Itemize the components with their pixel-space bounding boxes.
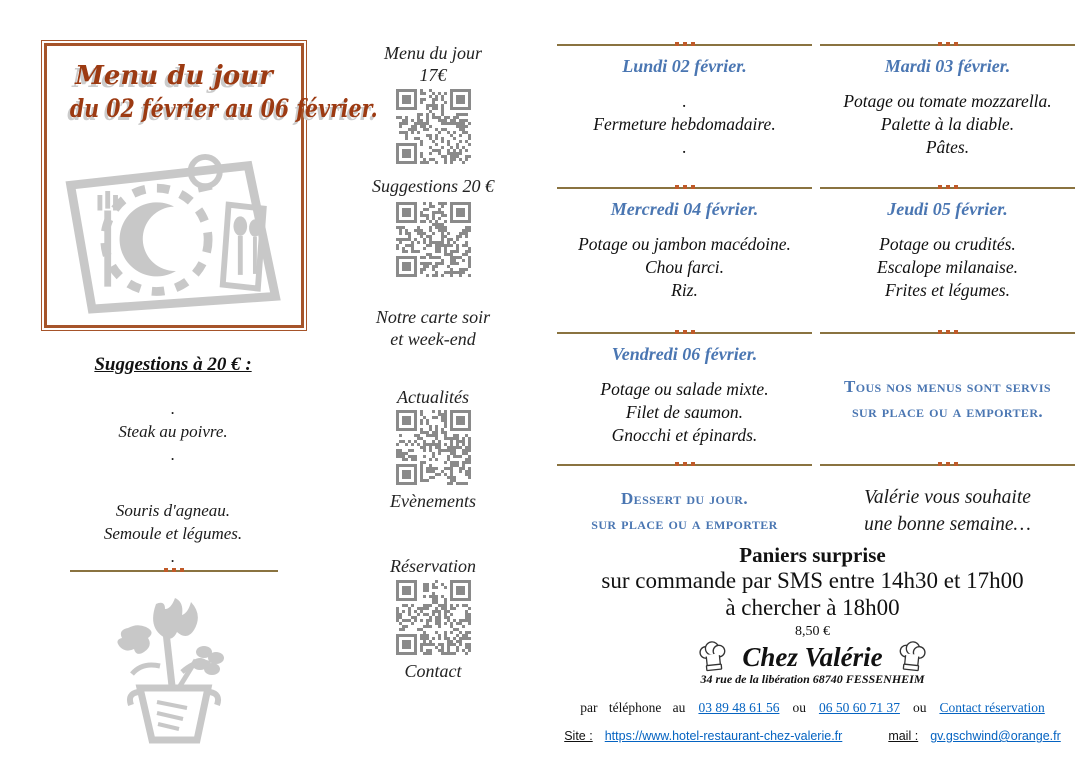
qr-code-suggestions: [396, 202, 471, 277]
notice-line: sur place ou a emporter.: [851, 402, 1044, 421]
day-cell-vendredi: [557, 332, 812, 464]
menu-line: Potage ou crudités.: [879, 234, 1016, 254]
menu-line: Pâtes.: [925, 137, 970, 157]
divider-dots-icon: [675, 42, 695, 46]
divider-dots-icon: [675, 330, 695, 334]
menu-title-line1: Menu du jour: [75, 61, 273, 91]
dessert-line: sur place ou a emporter: [591, 514, 778, 533]
suggestion-line: Steak au poivre.: [118, 422, 228, 441]
qr-menu-label: Menu du jour 17€: [384, 43, 482, 85]
chef-hat-icon: [697, 640, 730, 676]
day-menu-lines: [820, 233, 1075, 302]
contact-reservation-link[interactable]: Contact réservation: [939, 700, 1045, 715]
three-dots-divider: [820, 187, 1075, 189]
paniers-line1: sur commande par SMS entre 14h30 et 17h00: [601, 568, 1024, 593]
menu-line: .: [682, 137, 687, 157]
menu-title-box: [44, 43, 378, 328]
day-cell-jeudi: [820, 187, 1075, 332]
day-menu-lines: [820, 90, 1075, 159]
restaurant-name-row: [545, 641, 1080, 674]
day-heading: Lundi 02 février.: [622, 56, 747, 76]
suggestions-group-1: [44, 397, 302, 466]
qr-reservation-label: Réservation: [390, 556, 476, 576]
day-menu-lines: [557, 90, 812, 159]
divider-dots-icon: [938, 42, 958, 46]
dessert-line: Dessert du jour.: [620, 489, 749, 508]
menu-line: Riz.: [671, 280, 698, 300]
day-heading: Mardi 03 février.: [884, 56, 1011, 76]
three-dots-divider: [557, 464, 812, 466]
paniers-price: 8,50 €: [795, 624, 830, 639]
suggestion-line: Semoule et légumes.: [103, 524, 243, 543]
wish-line: une bonne semaine…: [864, 514, 1031, 535]
menu-line: Frites et légumes.: [885, 280, 1010, 300]
menu-line: Chou farci.: [644, 257, 725, 277]
email-link[interactable]: gv.gschwind@orange.fr: [930, 729, 1061, 743]
qr-code-actualites: [396, 410, 471, 485]
divider-dots-icon: [675, 462, 695, 466]
divider-dots-icon: [938, 462, 958, 466]
menu-line: Filet de saumon.: [625, 402, 744, 422]
three-dots-divider: [557, 44, 812, 46]
suggestions-heading: Suggestions à 20 € :: [94, 354, 252, 375]
day-heading: Vendredi 06 février.: [611, 344, 758, 364]
site-row: [545, 729, 1080, 743]
or-label: ou: [912, 700, 927, 715]
three-dots-divider: [557, 187, 812, 189]
paniers-title: Paniers surprise: [739, 543, 886, 567]
menu-line: Potage ou salade mixte.: [600, 379, 769, 399]
restaurant-name: Chez Valérie: [742, 642, 883, 672]
phone-prefix-label: par téléphone au: [580, 700, 686, 715]
flower-pot-icon: [100, 594, 246, 750]
qr-actualites-label: Actualités: [397, 387, 469, 407]
divider-dots-icon: [675, 185, 695, 189]
divider-dots-icon: [938, 185, 958, 189]
or-label: ou: [792, 700, 806, 715]
divider-dots-icon: [164, 568, 184, 572]
suggestions-group-2: [44, 499, 302, 568]
phone-link-2[interactable]: 06 50 60 71 37: [818, 700, 900, 715]
three-dots-divider: [820, 464, 1075, 466]
qr-evenements-label: Evènements: [390, 491, 476, 511]
menu-line: Potage ou tomate mozzarella.: [843, 91, 1052, 111]
day-heading: Mercredi 04 février.: [610, 199, 759, 219]
three-dots-divider: [820, 44, 1075, 46]
takeaway-notice: [820, 334, 1075, 464]
chef-hat-icon: [895, 640, 928, 676]
menu-title: [47, 59, 378, 125]
menu-line: Escalope milanaise.: [877, 257, 1018, 277]
qr-links-column: [369, 42, 497, 682]
qr-contact-label: Contact: [404, 661, 462, 681]
footer: [545, 543, 1080, 743]
day-menu-lines: [557, 233, 812, 302]
phone-row: [545, 700, 1080, 716]
three-dots-divider: [557, 332, 812, 334]
paniers-line2: à chercher à 18h00: [725, 595, 900, 620]
restaurant-address: 34 rue de la libération 68740 FESSENHEIM: [700, 672, 925, 686]
notice-line: Tous nos menus sont servis: [843, 377, 1052, 396]
divider-dots-icon: [938, 330, 958, 334]
suggestion-line: .: [170, 547, 176, 566]
qr-code-menu: [396, 89, 471, 164]
website-link[interactable]: https://www.hotel-restaurant-chez-valerie.fr: [604, 729, 843, 743]
qr-code-reservation: [396, 580, 471, 655]
qr-suggestions-label: Suggestions 20 €: [371, 176, 494, 196]
place-setting-icon: [57, 148, 291, 316]
takeaway-notice-cell: [820, 332, 1075, 464]
three-dots-divider: [820, 332, 1075, 334]
menu-title-line2: du 02 février au 06 février.: [69, 94, 378, 123]
qr-carte-label: Notre carte soir et week-end: [375, 307, 491, 349]
day-cell-mercredi: [557, 187, 812, 332]
day-menu-lines: [557, 378, 812, 447]
phone-link-1[interactable]: 03 89 48 61 56: [698, 700, 780, 715]
menu-line: .: [682, 91, 687, 111]
suggestion-line: .: [170, 445, 176, 464]
suggestion-line: .: [170, 399, 176, 418]
day-heading: Jeudi 05 février.: [887, 199, 1008, 219]
menu-line: Fermeture hebdomadaire.: [593, 114, 776, 134]
day-cell-lundi: [557, 44, 812, 187]
site-label: Site :: [564, 729, 593, 743]
wish-line: Valérie vous souhaite: [864, 487, 1031, 508]
menu-line: Potage ou jambon macédoine.: [578, 234, 791, 254]
three-dots-divider: [70, 570, 278, 572]
menu-line: Palette à la diable.: [880, 114, 1015, 134]
suggestion-line: Souris d'agneau.: [115, 501, 231, 520]
week-menu-grid: [557, 44, 1075, 556]
mail-label: mail :: [888, 729, 919, 743]
day-cell-mardi: [820, 44, 1075, 187]
menu-line: Gnocchi et épinards.: [611, 425, 758, 445]
